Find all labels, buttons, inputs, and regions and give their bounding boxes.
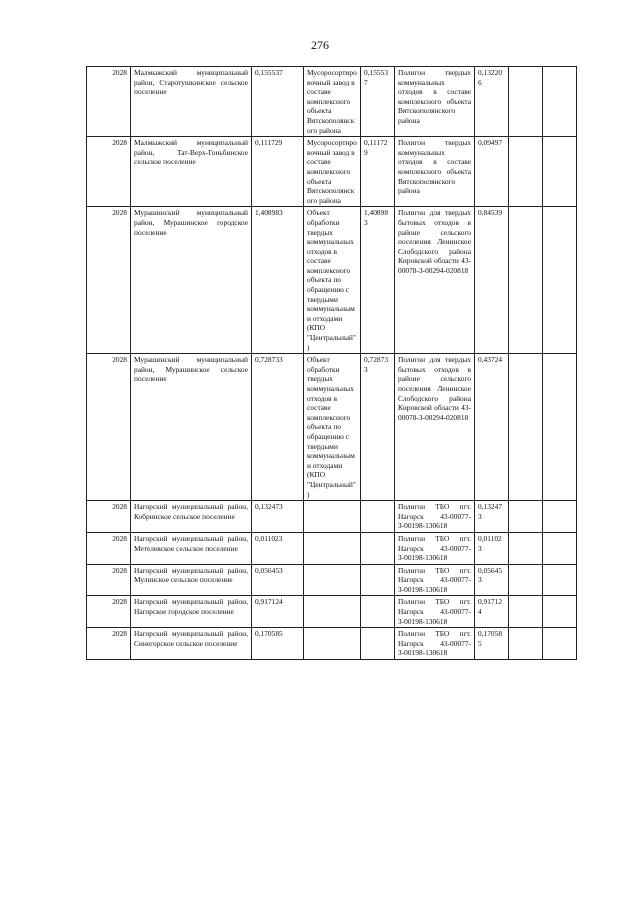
landfill-cell: Полигон ТБО пгт. Нагорск 43-00077-З-00198-130618 bbox=[395, 596, 475, 628]
processing-object-cell bbox=[304, 564, 361, 596]
landfill-volume-cell: 0,170585 bbox=[475, 628, 509, 660]
processing-object-cell bbox=[304, 628, 361, 660]
table-row bbox=[87, 354, 577, 501]
processing-object-cell bbox=[304, 596, 361, 628]
waste-flow-table bbox=[86, 66, 577, 660]
processing-volume-cell bbox=[361, 532, 395, 564]
landfill-cell: Полигон твердых коммунальных отходов в составе комплексного объекта Вятскополянского района bbox=[395, 67, 475, 137]
landfill-cell: Полигон для твердых бытовых отходов в районе сельского поселения Ленинское Слободского района Кировской области 43-00078-З-00294-020818 bbox=[395, 207, 475, 354]
table-row bbox=[87, 628, 577, 660]
municipality-cell: Нагорский муниципальный район, Метелевское сельское поселение bbox=[131, 532, 252, 564]
landfill-cell: Полигон ТБО пгт. Нагорск 43-00077-З-00198-130618 bbox=[395, 501, 475, 533]
processing-volume-cell: 0,111729 bbox=[361, 137, 395, 207]
empty-cell bbox=[509, 67, 543, 137]
landfill-volume-cell: 0,132473 bbox=[475, 501, 509, 533]
processing-object-cell: Объект обработки твердых коммунальных отходов в составе комплексного объекта по обращению с твердыми коммунальными отходами (КПО "Центральный") bbox=[304, 354, 361, 501]
empty-cell bbox=[509, 596, 543, 628]
table-row bbox=[87, 532, 577, 564]
processing-object-cell: Объект обработки твердых коммунальных отходов в составе комплексного объекта по обращению с твердыми коммунальными отходами (КПО "Центральный") bbox=[304, 207, 361, 354]
landfill-volume-cell: 0,43724 bbox=[475, 354, 509, 501]
volume-cell: 1,408983 bbox=[252, 207, 304, 354]
volume-cell: 0,111729 bbox=[252, 137, 304, 207]
year-cell: 2028 bbox=[87, 67, 131, 137]
year-cell: 2028 bbox=[87, 564, 131, 596]
table-row bbox=[87, 67, 577, 137]
empty-cell bbox=[509, 354, 543, 501]
empty-cell bbox=[543, 137, 577, 207]
processing-object-cell bbox=[304, 501, 361, 533]
empty-cell bbox=[543, 628, 577, 660]
volume-cell: 0,155537 bbox=[252, 67, 304, 137]
year-cell: 2028 bbox=[87, 501, 131, 533]
landfill-cell: Полигон ТБО пгт. Нагорск 43-00077-З-00198-130618 bbox=[395, 564, 475, 596]
volume-cell: 0,728733 bbox=[252, 354, 304, 501]
processing-volume-cell bbox=[361, 628, 395, 660]
empty-cell bbox=[509, 137, 543, 207]
processing-volume-cell bbox=[361, 501, 395, 533]
empty-cell bbox=[509, 207, 543, 354]
municipality-cell: Нагорский муниципальный район, Кобринское сельское поселение bbox=[131, 501, 252, 533]
processing-object-cell: Мусоросортировочный завод в составе комплексного объекта Вятскополянского района bbox=[304, 137, 361, 207]
processing-volume-cell: 1,408983 bbox=[361, 207, 395, 354]
empty-cell bbox=[509, 501, 543, 533]
table-body bbox=[87, 67, 577, 660]
volume-cell: 0,917124 bbox=[252, 596, 304, 628]
landfill-volume-cell: 0,84539 bbox=[475, 207, 509, 354]
municipality-cell: Малмыжский муниципальный район, Старотушкинское сельское поселение bbox=[131, 67, 252, 137]
landfill-volume-cell: 0,09497 bbox=[475, 137, 509, 207]
processing-object-cell bbox=[304, 532, 361, 564]
landfill-volume-cell: 0,056453 bbox=[475, 564, 509, 596]
landfill-cell: Полигон ТБО пгт. Нагорск 43-00077-З-00198-130618 bbox=[395, 628, 475, 660]
volume-cell: 0,056453 bbox=[252, 564, 304, 596]
municipality-cell: Малмыжский муниципальный район, Тат-Верх-Гоньбинское сельское поселение bbox=[131, 137, 252, 207]
municipality-cell: Нагорский муниципальный район, Мулинское сельское поселение bbox=[131, 564, 252, 596]
empty-cell bbox=[543, 67, 577, 137]
year-cell: 2028 bbox=[87, 354, 131, 501]
landfill-volume-cell: 0,011023 bbox=[475, 532, 509, 564]
page-number: 276 bbox=[311, 38, 329, 52]
empty-cell bbox=[509, 628, 543, 660]
processing-volume-cell bbox=[361, 596, 395, 628]
processing-volume-cell: 0,155537 bbox=[361, 67, 395, 137]
year-cell: 2028 bbox=[87, 628, 131, 660]
landfill-cell: Полигон для твердых бытовых отходов в районе сельского поселения Ленинское Слободского района Кировской области 43-00078-З-00294-020818 bbox=[395, 354, 475, 501]
table-row bbox=[87, 207, 577, 354]
landfill-volume-cell: 0,917124 bbox=[475, 596, 509, 628]
table-row bbox=[87, 501, 577, 533]
empty-cell bbox=[543, 564, 577, 596]
landfill-cell: Полигон ТБО пгт. Нагорск 43-00077-З-00198-130618 bbox=[395, 532, 475, 564]
landfill-volume-cell: 0,132206 bbox=[475, 67, 509, 137]
year-cell: 2028 bbox=[87, 207, 131, 354]
municipality-cell: Мурашинский муниципальный район, Мурашинское сельское поселение bbox=[131, 354, 252, 501]
table-row bbox=[87, 564, 577, 596]
table-row bbox=[87, 596, 577, 628]
processing-volume-cell: 0,728733 bbox=[361, 354, 395, 501]
landfill-cell: Полигон твердых коммунальных отходов в составе комплексного объекта Вятскополянского района bbox=[395, 137, 475, 207]
volume-cell: 0,170585 bbox=[252, 628, 304, 660]
empty-cell bbox=[543, 354, 577, 501]
empty-cell bbox=[509, 564, 543, 596]
municipality-cell: Нагорский муниципальный район, Синегорское сельское поселение bbox=[131, 628, 252, 660]
year-cell: 2028 bbox=[87, 532, 131, 564]
empty-cell bbox=[543, 596, 577, 628]
empty-cell bbox=[543, 501, 577, 533]
processing-object-cell: Мусоросортировочный завод в составе комплексного объекта Вятскополянского района bbox=[304, 67, 361, 137]
municipality-cell: Мурашинский муниципальный район, Мурашинское городское поселение bbox=[131, 207, 252, 354]
table-row bbox=[87, 137, 577, 207]
municipality-cell: Нагорский муниципальный район, Нагорское городское поселение bbox=[131, 596, 252, 628]
volume-cell: 0,132473 bbox=[252, 501, 304, 533]
empty-cell bbox=[543, 532, 577, 564]
year-cell: 2028 bbox=[87, 137, 131, 207]
year-cell: 2028 bbox=[87, 596, 131, 628]
empty-cell bbox=[509, 532, 543, 564]
volume-cell: 0,011023 bbox=[252, 532, 304, 564]
processing-volume-cell bbox=[361, 564, 395, 596]
empty-cell bbox=[543, 207, 577, 354]
